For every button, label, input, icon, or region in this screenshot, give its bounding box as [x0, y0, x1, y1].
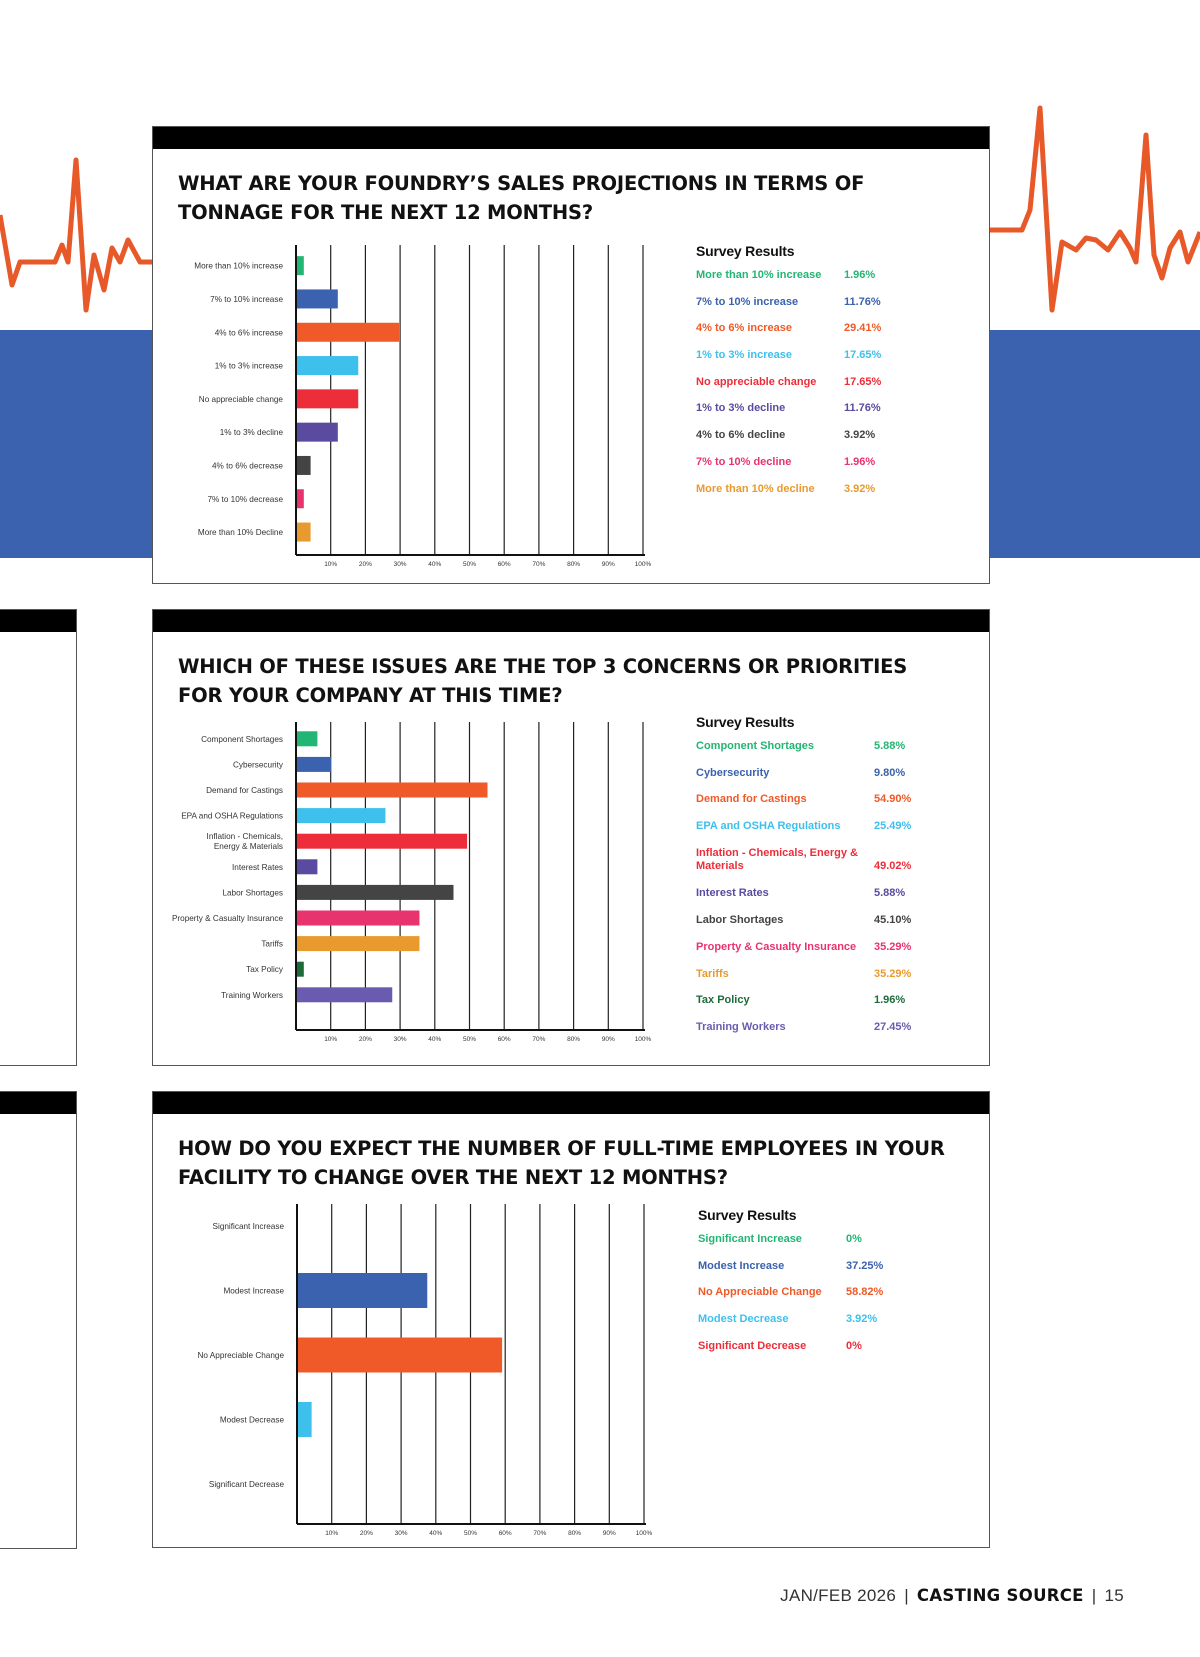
bar [297, 757, 331, 772]
category-label: More than 10% increase [194, 261, 283, 271]
survey-result-row [696, 402, 881, 429]
category-label: Inflation - Chemicals, Energy & Materials [206, 832, 283, 852]
survey-result-value: 3.92% [844, 482, 876, 495]
survey-results-title: Survey Results [696, 714, 795, 730]
survey-result-value: 3.92% [844, 429, 876, 442]
survey-result-row [696, 740, 911, 767]
survey-result-value: 9.80% [874, 766, 906, 779]
survey-result-row [696, 847, 911, 888]
survey-result-value: 1.96% [844, 269, 876, 281]
survey-result-row [696, 349, 881, 376]
x-tick-label: 20% [358, 1036, 372, 1043]
survey-results [696, 714, 911, 1048]
bar [297, 987, 392, 1002]
survey-result-value: 5.88% [874, 887, 906, 900]
x-tick-label: 50% [462, 561, 477, 568]
survey-result-row [696, 914, 911, 941]
survey-results-title: Survey Results [698, 1207, 797, 1223]
bar [297, 859, 317, 874]
survey-result-label: 4% to 6% decline [696, 429, 786, 442]
category-label: Demand for Castings [206, 786, 283, 795]
survey-result-label: Significant Decrease [698, 1339, 807, 1352]
x-tick-label: 30% [394, 1530, 408, 1537]
survey-result-value: 1.96% [874, 994, 906, 1007]
category-label: 1% to 3% decline [219, 428, 283, 438]
bar-chart [153, 720, 673, 1050]
survey-result-value: 37.25% [846, 1259, 884, 1272]
page-footer [780, 1586, 1124, 1606]
survey-result-value: 45.10% [874, 914, 912, 927]
survey-result-label: More than 10% increase [696, 269, 822, 281]
x-tick-label: 70% [532, 1036, 546, 1043]
category-label: Component Shortages [201, 734, 283, 744]
x-tick-label: 80% [567, 1036, 581, 1043]
bar [297, 456, 311, 475]
bar [297, 808, 385, 823]
survey-result-label: 7% to 10% decline [696, 455, 792, 468]
category-label: Training Workers [221, 990, 283, 1000]
survey-result-row [696, 1021, 911, 1048]
category-label: 4% to 6% increase [214, 328, 283, 338]
bar-chart [153, 245, 673, 575]
x-tick-label: 70% [532, 561, 546, 568]
x-tick-label: 30% [393, 561, 407, 568]
bar [297, 885, 453, 900]
survey-result-value: 3.92% [846, 1313, 878, 1326]
category-label: 7% to 10% increase [210, 294, 283, 304]
bar [298, 1402, 312, 1437]
x-tick-label: 70% [533, 1530, 547, 1537]
survey-result-value: 5.88% [874, 740, 906, 752]
survey-result-value: 0% [846, 1233, 862, 1245]
category-label: 7% to 10% decrease [207, 494, 283, 504]
survey-result-value: 54.90% [874, 793, 912, 806]
bar [297, 962, 304, 977]
survey-result-label: No appreciable change [696, 375, 817, 388]
x-tick-label: 40% [428, 561, 442, 568]
survey-result-label: Modest Decrease [698, 1313, 789, 1326]
x-tick-label: 50% [462, 1036, 477, 1043]
category-label: Significant Decrease [208, 1480, 284, 1489]
bar [297, 356, 358, 375]
category-label: Labor Shortages [222, 888, 283, 898]
x-tick-label: 60% [497, 1036, 511, 1043]
survey-result-row [696, 376, 881, 403]
bar-chart [153, 1204, 673, 1544]
survey-result-label: Inflation - Chemicals, Energy & Materials [696, 846, 858, 872]
survey-result-label: Cybersecurity [696, 766, 770, 779]
survey-result-row [698, 1313, 883, 1340]
category-label: EPA and OSHA Regulations [181, 811, 283, 821]
survey-result-value: 1.96% [844, 455, 876, 468]
x-tick-label: 100% [634, 1036, 652, 1043]
survey-result-label: Interest Rates [696, 887, 769, 900]
survey-result-value: 0% [846, 1339, 862, 1352]
x-tick-label: 10% [325, 1530, 339, 1537]
bar [297, 323, 399, 342]
survey-result-row [696, 483, 881, 510]
category-label: Tax Policy [246, 965, 283, 975]
x-tick-label: 40% [429, 1530, 443, 1537]
survey-result-label: Tax Policy [696, 994, 750, 1007]
survey-result-label: Significant Increase [698, 1233, 802, 1245]
survey-result-row [698, 1340, 883, 1367]
survey-result-row [698, 1233, 883, 1260]
footer-separator: | [1091, 1586, 1097, 1605]
survey-result-row [696, 994, 911, 1021]
survey-result-value: 35.29% [874, 967, 912, 980]
survey-result-label: Labor Shortages [696, 914, 784, 927]
x-tick-label: 90% [601, 1036, 615, 1043]
survey-result-label: 7% to 10% increase [696, 295, 799, 308]
survey-result-row [696, 296, 881, 323]
x-tick-label: 100% [634, 561, 652, 568]
survey-result-label: Component Shortages [696, 740, 814, 752]
question-title: WHAT ARE YOUR FOUNDRY’S SALES PROJECTIONS IN TERMS OF TONNAGE FOR THE NEXT 12 MONTHS? [178, 172, 865, 224]
survey-result-row [698, 1260, 883, 1287]
issue-date: JAN/FEB 2026 [780, 1586, 897, 1605]
survey-result-label: EPA and OSHA Regulations [696, 820, 841, 833]
survey-result-label: 1% to 3% decline [696, 402, 786, 415]
bar [297, 389, 358, 408]
survey-result-row [696, 793, 911, 820]
category-label: Interest Rates [232, 862, 283, 872]
category-label: Modest Increase [223, 1286, 284, 1296]
survey-result-row [696, 941, 911, 968]
survey-result-row [696, 322, 881, 349]
x-tick-label: 10% [324, 1036, 338, 1043]
survey-result-label: 1% to 3% increase [696, 349, 792, 362]
survey-result-label: More than 10% decline [696, 482, 815, 495]
survey-panel-sales [152, 126, 990, 584]
survey-result-value: 17.65% [844, 349, 882, 362]
survey-result-value: 25.49% [874, 820, 912, 833]
x-tick-label: 80% [567, 561, 581, 568]
category-label: Modest Decrease [219, 1415, 284, 1425]
survey-results [696, 243, 881, 509]
survey-result-label: No Appreciable Change [698, 1286, 822, 1299]
x-tick-label: 20% [358, 561, 372, 568]
survey-result-value: 35.29% [874, 940, 912, 953]
survey-panel-employees [152, 1091, 990, 1548]
x-tick-label: 50% [463, 1530, 478, 1537]
x-tick-label: 80% [568, 1530, 582, 1537]
survey-result-value: 27.45% [874, 1020, 912, 1033]
survey-result-label: 4% to 6% increase [696, 322, 792, 335]
x-tick-label: 100% [635, 1530, 653, 1537]
category-label: Significant Increase [212, 1222, 284, 1231]
page-number: 15 [1104, 1586, 1124, 1605]
category-label: More than 10% Decline [197, 528, 283, 538]
bar [297, 489, 304, 508]
panel-header-bar [153, 127, 989, 149]
survey-result-row [696, 269, 881, 296]
category-label: 4% to 6% decrease [211, 461, 283, 471]
panel-header-bar [153, 610, 989, 632]
survey-result-label: Demand for Castings [696, 793, 807, 806]
bar [298, 1338, 502, 1373]
category-label: No appreciable change [198, 394, 283, 404]
survey-result-row [696, 429, 881, 456]
survey-result-value: 17.65% [844, 375, 882, 388]
bar [297, 834, 467, 849]
bar [297, 256, 304, 275]
x-tick-label: 60% [497, 561, 511, 568]
x-tick-label: 90% [602, 1530, 616, 1537]
survey-result-value: 11.76% [844, 295, 881, 308]
survey-result-row [698, 1286, 883, 1313]
x-tick-label: 40% [428, 1036, 442, 1043]
side-panel-left-2 [0, 1091, 77, 1549]
bar [297, 523, 311, 542]
survey-result-row [696, 456, 881, 483]
bar [297, 423, 338, 442]
bar [297, 911, 419, 926]
category-label: Cybersecurity [232, 760, 283, 770]
x-tick-label: 30% [393, 1036, 407, 1043]
survey-result-label: Training Workers [696, 1020, 786, 1033]
survey-result-value: 29.41% [844, 322, 882, 335]
bar [297, 731, 317, 746]
bar [298, 1273, 427, 1308]
survey-panel-concerns [152, 609, 990, 1066]
x-tick-label: 60% [498, 1530, 512, 1537]
survey-result-label: Property & Casualty Insurance [696, 940, 857, 953]
panel-header-bar [153, 1092, 989, 1114]
side-panel-left-1 [0, 609, 77, 1066]
survey-result-value: 58.82% [846, 1286, 884, 1299]
question-title: WHICH OF THESE ISSUES ARE THE TOP 3 CONCERNS OR PRIORITIES FOR YOUR COMPANY AT THIS TIME? [178, 655, 908, 707]
survey-result-row [696, 820, 911, 847]
x-tick-label: 90% [601, 561, 615, 568]
survey-result-row [696, 887, 911, 914]
category-label: Tariffs [261, 939, 283, 949]
footer-separator: | [904, 1586, 909, 1605]
survey-result-value: 11.76% [844, 402, 881, 415]
bar [297, 783, 488, 798]
bar [297, 936, 419, 951]
question-title: HOW DO YOU EXPECT THE NUMBER OF FULL-TIME EMPLOYEES IN YOUR FACILITY TO CHANGE OVER THE NEXT 12 MONTHS? [178, 1137, 945, 1189]
category-label: Property & Casualty Insurance [171, 914, 283, 923]
survey-results [698, 1207, 883, 1366]
x-tick-label: 10% [324, 561, 338, 568]
x-tick-label: 20% [359, 1530, 373, 1537]
category-label: No Appreciable Change [197, 1351, 284, 1360]
survey-result-row [696, 767, 911, 794]
category-label: 1% to 3% increase [214, 361, 283, 371]
magazine-name: CASTING SOURCE [916, 1586, 1084, 1605]
survey-result-label: Modest Increase [698, 1259, 785, 1272]
bar [297, 289, 338, 308]
survey-result-label: Tariffs [696, 967, 729, 980]
survey-results-title: Survey Results [696, 243, 795, 259]
survey-result-row [696, 968, 911, 995]
survey-result-value: 49.02% [874, 859, 912, 872]
